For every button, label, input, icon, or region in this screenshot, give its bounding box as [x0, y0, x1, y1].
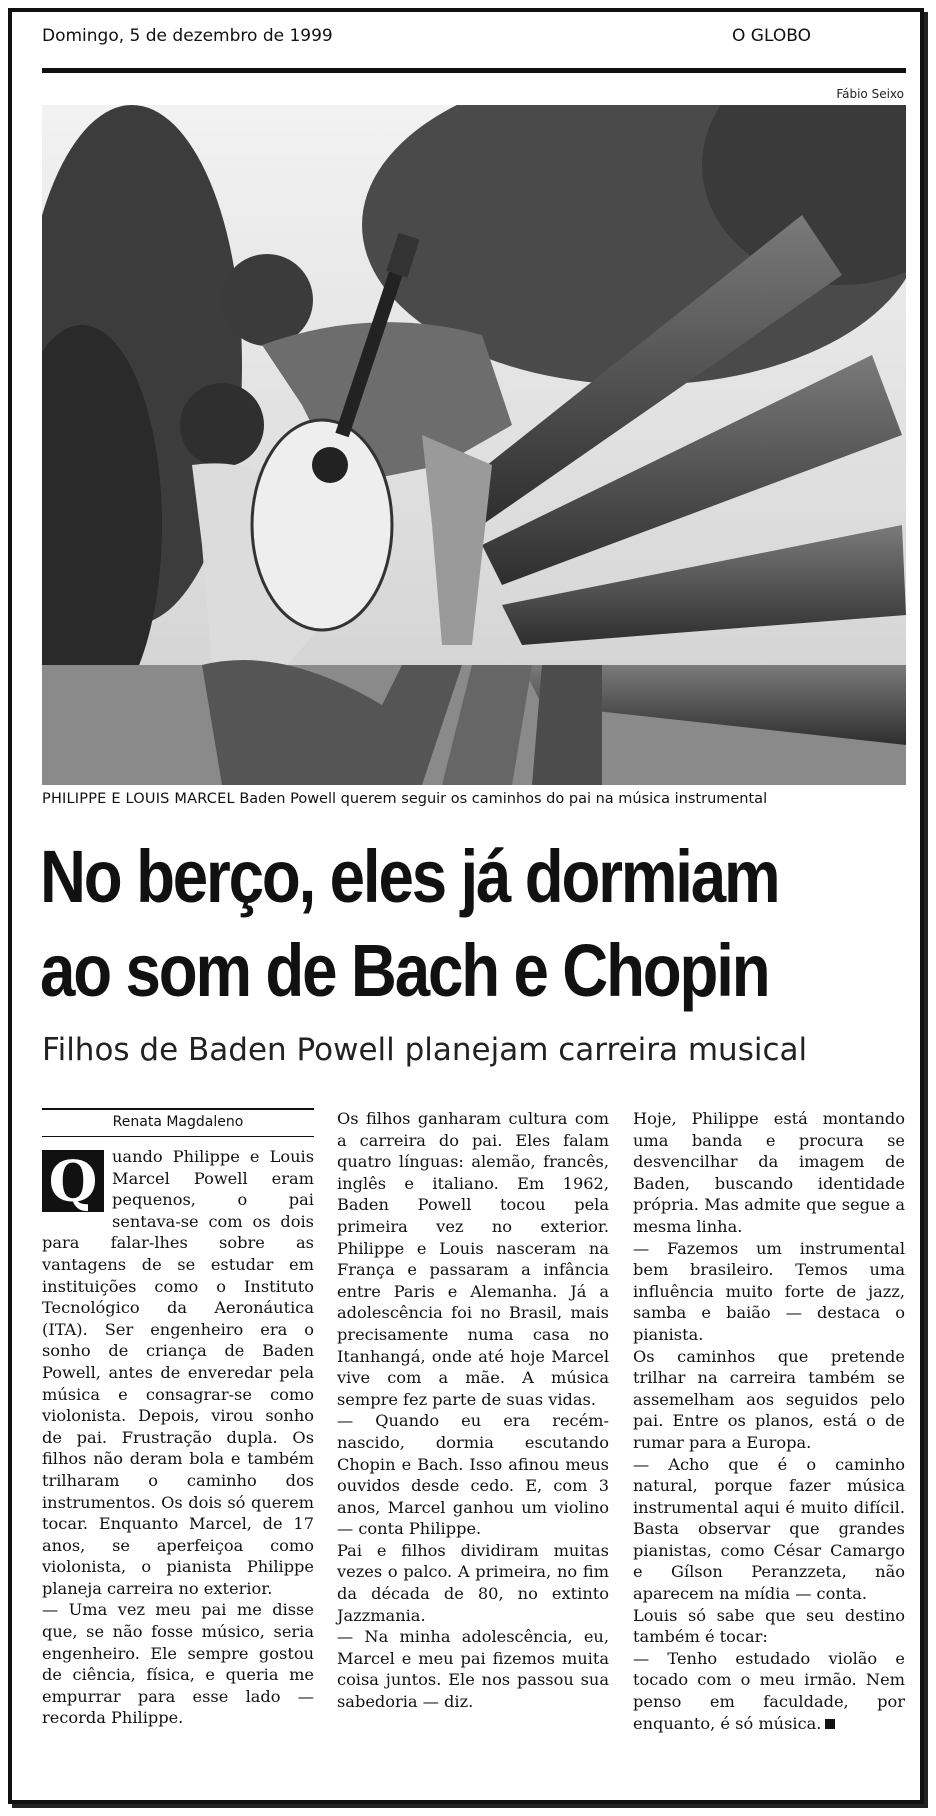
drop-cap: Q	[42, 1150, 104, 1212]
paragraph: — Quando eu era recém-nascido, dormia escutando Chopin e Bach. Isso afinou meus ouvidos desde cedo. E, com 3 anos, Marcel ganhou um violino — conta Philippe.	[337, 1411, 609, 1539]
byline-rule	[42, 1108, 314, 1110]
caption-text: Baden Powell querem seguir os caminhos do pai na música instrumental	[239, 791, 768, 807]
article-headline	[40, 830, 797, 1018]
paragraph: Os filhos ganharam cultura com a carreira do pai. Eles falam quatro línguas: alemão, francês, inglês e italiano. Em 1962, Baden Powell tocou pela primeira vez no exterior. Philippe e Louis nasceram na França e passaram a infância entre Paris e Alemanha. Já a adolescência foi no Brasil, mais precisamente numa casa no Itanhangá, onde até hoje Marcel vive com a mãe. A música sempre fez parte de suas vidas.	[337, 1109, 609, 1409]
caption-names: PHILIPPE E LOUIS MARCEL	[42, 791, 235, 807]
article-photo	[42, 105, 906, 785]
header-rule	[42, 68, 906, 73]
page-header	[42, 26, 906, 48]
paragraph: Hoje, Philippe está montando uma banda e procura se desvencilhar da imagem de Baden, buscando identidade própria. Mas admite que segue a mesma linha.	[633, 1109, 905, 1236]
photo-illustration	[42, 105, 906, 785]
paragraph: Q uando Philippe e Louis Marcel Powell eram pequenos, o pai sentava-se com os dois para falar-lhes sobre as vantagens de se estudar em instituições como o Instituto Tecnológico da Aeronáutica (ITA). Ser engenheiro era o sonho de criança de Baden Powell, antes de enveredar pela música e consagrar-se como violonista. Depois, virou sonho de pai. Frustração dupla. Os filhos não deram bola e também trilharam o caminho dos instrumentos. Os dois só querem tocar. Enquanto Marcel, de 17 anos, se aperfeiçoa como violonista, o pianista Philippe planeja carreira no exterior.	[42, 1147, 314, 1598]
paragraph: Pai e filhos dividiram muitas vezes o palco. A primeira, no fim da década de 80, no extinto Jazzmania.	[337, 1540, 609, 1625]
paragraph: — Acho que é o caminho natural, porque fazer música instrumental aqui é muito difícil. Basta observar que grandes pianistas, como César Camargo e Gílson Peranzzeta, não aparecem na mídia — conta.	[633, 1454, 905, 1604]
article-column-1	[42, 1146, 314, 1729]
photo-credit: Fábio Seixo	[836, 87, 904, 101]
paragraph: Os caminhos que pretende trilhar na carreira também se assemelham aos seguidos pelo pai. Entre os planos, está o de rumar para a Europa.	[633, 1346, 905, 1452]
byline-rule-bottom	[42, 1136, 314, 1137]
article-subhead: Filhos de Baden Powell planejam carreira musical	[42, 1032, 808, 1068]
photo-caption	[42, 791, 922, 807]
paragraph: — Na minha adolescência, eu, Marcel e meu pai fizemos muita coisa juntos. Ele nos passou sua sabedoria — diz.	[337, 1627, 609, 1712]
paragraph: Louis só sabe que seu destino também é tocar:	[633, 1605, 905, 1647]
paragraph: — Uma vez meu pai me disse que, se não fosse músico, seria engenheiro. Ele sempre gostou de ciência, física, e queria me empurrar para esse lado — recorda Philippe.	[42, 1600, 314, 1728]
newspaper-name: O GLOBO	[732, 26, 811, 46]
issue-date: Domingo, 5 de dezembro de 1999	[42, 26, 333, 46]
paragraph: — Fazemos um instrumental bem brasileiro. Temos uma influência muito forte de jazz, samba e baião — destaca o pianista.	[633, 1238, 905, 1344]
byline: Renata Magdaleno	[112, 1114, 244, 1130]
article-column-2	[337, 1108, 609, 1713]
paragraph: — Tenho estudado violão e tocado com o meu irmão. Nem penso em faculdade, por enquanto, é só música.	[633, 1648, 905, 1733]
headline-line-1: No berço, eles já dormiam	[40, 835, 779, 918]
end-mark-icon	[825, 1719, 835, 1729]
article-column-3	[633, 1108, 905, 1734]
headline-line-2: ao som de Bach e Chopin	[40, 929, 769, 1012]
